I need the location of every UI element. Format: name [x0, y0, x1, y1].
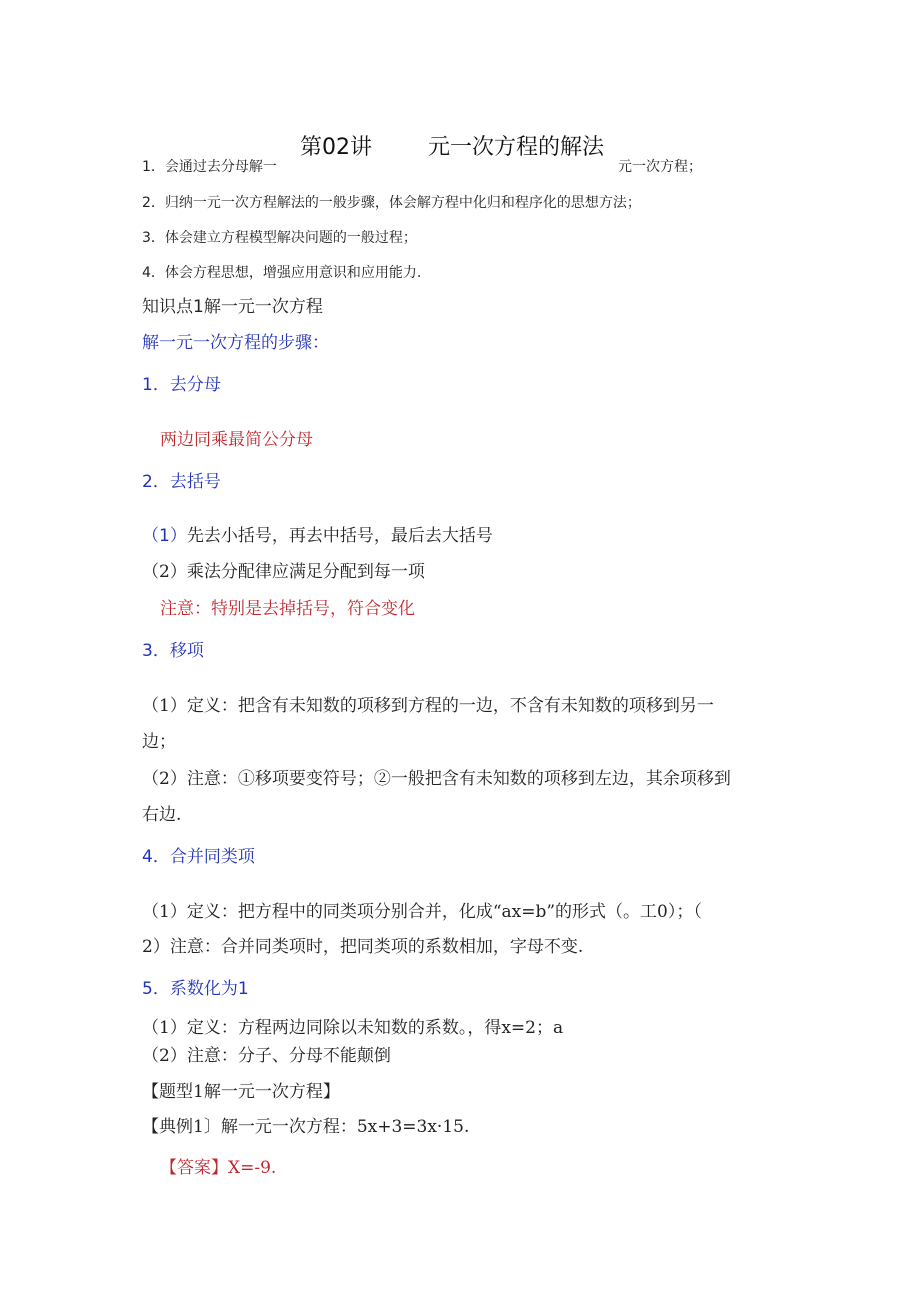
step2-item2: （2）乘法分配律应满足分配到每一项 [142, 562, 425, 582]
lecture-title-number: 第02讲 [300, 135, 372, 160]
step2-heading: 2．去括号 [142, 472, 221, 492]
step2-item1-marker: （1） [142, 526, 187, 546]
step3-item1-line2: 边； [142, 732, 176, 752]
step3-heading: 3．移项 [142, 641, 204, 661]
step2-note: 注意：特别是去掉括号，符合变化 [160, 599, 415, 619]
step2-item1-text: 先去小括号，再去中括号，最后去大括号 [186, 526, 493, 546]
knowledge-point-heading: 知识点1解一元一次方程 [142, 297, 323, 317]
answer-label: 【答案】 [160, 1158, 228, 1178]
question-type-heading: 【题型1解一元一次方程】 [142, 1082, 340, 1102]
step5-heading: 5．系数化为1 [142, 979, 249, 999]
step3-item2-line1: （2）注意：①移项要变符号；②一般把含有未知数的项移到左边，其余项移到 [142, 769, 731, 789]
answer-line [160, 1153, 276, 1178]
step1-note: 两边同乘最简公分母 [160, 430, 313, 450]
step3-item1-line1: （1）定义：把含有未知数的项移到方程的一边，不含有未知数的项移到另一 [142, 696, 714, 716]
objective-2: 2．归纳一元一次方程解法的一般步骤，体会解方程中化归和程序化的思想方法； [142, 195, 641, 211]
step5-item1: （1）定义：方程两边同除以未知数的系数。，得x=2；a [142, 1018, 564, 1038]
step4-line1: （1）定义：把方程中的同类项分别合并，化成“ax=b”的形式（。工0）；（ [142, 902, 702, 922]
example-1: 【典例1〕解一元一次方程：5x+3=3x·15. [142, 1117, 470, 1137]
steps-heading: 解一元一次方程的步骤： [142, 333, 329, 353]
step4-heading: 4．合并同类项 [142, 847, 255, 867]
answer-value: X=-9. [228, 1158, 277, 1178]
step3-item2-line2: 右边. [142, 805, 182, 825]
step1-heading: 1．去分母 [142, 375, 221, 395]
step2-item1 [142, 521, 493, 546]
objective-4: 4．体会方程思想，增强应用意识和应用能力. [142, 265, 422, 281]
objective-1-part-b: 元一次方程； [618, 159, 702, 175]
step4-line2: 2）注意：合并同类项时，把同类项的系数相加，字母不变. [142, 937, 584, 957]
step5-item2: （2）注意：分子、分母不能颠倒 [142, 1046, 391, 1066]
objective-3: 3．体会建立方程模型解决问题的一般过程； [142, 230, 417, 246]
objective-1-part-a: 1．会通过去分母解一 [142, 159, 277, 175]
lecture-title-text: 元一次方程的解法 [428, 135, 605, 160]
